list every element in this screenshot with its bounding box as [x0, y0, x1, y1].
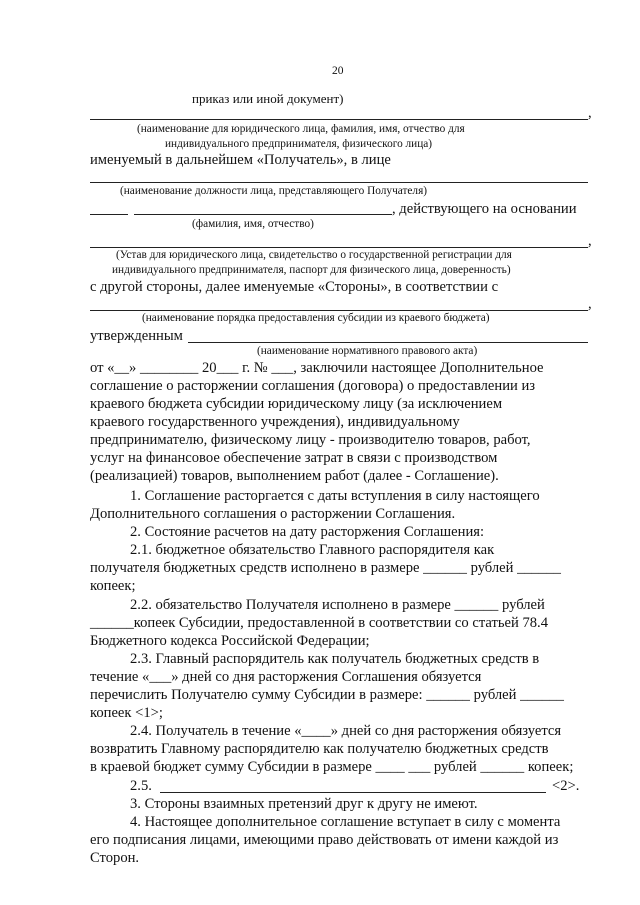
text-line: 2. Состояние расчетов на дату расторжения Соглашения:: [130, 524, 485, 540]
text-line: в краевой бюджет сумму Субсидии в размере ____ ___ рублей ______ копеек;: [90, 759, 574, 775]
text-line: копеек;: [90, 578, 136, 594]
fill-line: [90, 310, 588, 311]
text-line: ,: [588, 296, 592, 312]
text-line: течение «___» дней со дня расторжения Соглашения обязуется: [90, 669, 482, 685]
text-line: 2.2. обязательство Получателя исполнено в размере ______ рублей: [130, 597, 545, 613]
text-line: предпринимателю, физическому лицу - производителю товаров, работ,: [90, 432, 531, 448]
text-line: ______копеек Субсидии, предоставленной в соответствии со статьей 78.4: [90, 615, 548, 631]
page-number: 20: [332, 65, 344, 77]
text-line: Бюджетного кодекса Российской Федерации;: [90, 633, 370, 649]
caption-line: (фамилия, имя, отчество): [192, 218, 314, 230]
text-line: Дополнительного соглашения о расторжении Соглашения.: [90, 506, 456, 522]
text-line: 2.5.: [130, 778, 152, 794]
text-line: 4. Настоящее дополнительное соглашение вступает в силу с момента: [130, 814, 561, 830]
text-line: краевого бюджета субсидии юридическому лицу (за исключением: [90, 396, 503, 412]
text-line: ,: [588, 105, 592, 121]
text-line: <2>.: [552, 778, 580, 794]
text-line: от «__» ________ 20___ г. № ___, заключили настоящее Дополнительное: [90, 360, 544, 376]
text-line: краевого государственного учреждения), индивидуальному: [90, 414, 460, 430]
text-line: утвержденным: [90, 328, 183, 344]
text-line: 2.3. Главный распорядитель как получатель бюджетных средств в: [130, 651, 540, 667]
text-line: 1. Соглашение расторгается с даты вступления в силу настоящего: [130, 488, 540, 504]
text-line: 2.1. бюджетное обязательство Главного распорядителя как: [130, 542, 495, 558]
text-line: приказ или иной документ): [192, 91, 344, 106]
text-line: (реализацией) товаров, выполнением работ (далее - Соглашение).: [90, 468, 499, 484]
text-line: услуг на финансовое обеспечение затрат в связи с производством: [90, 450, 498, 466]
fill-line: [90, 247, 588, 248]
caption-line: индивидуального предпринимателя, физического лица): [165, 138, 433, 150]
text-line: Сторон.: [90, 850, 140, 866]
fill-line: [160, 792, 546, 793]
text-line: 3. Стороны взаимных претензий друг к другу не имеют.: [130, 796, 478, 812]
caption-line: (наименование нормативного правового акта): [257, 345, 478, 357]
text-line: , действующего на основании: [392, 201, 577, 217]
fill-line: [90, 182, 588, 183]
text-line: получателя бюджетных средств исполнено в размере ______ рублей ______: [90, 560, 561, 576]
fill-line: [90, 214, 128, 215]
text-line: его подписания лицами, имеющими право действовать от имени каждой из: [90, 832, 559, 848]
fill-line: [134, 214, 392, 215]
text-line: с другой стороны, далее именуемые «Стороны», в соответствии с: [90, 279, 499, 295]
fill-line: [188, 342, 588, 343]
text-line: 2.4. Получатель в течение «____» дней со дня расторжения обязуется: [130, 723, 562, 739]
text-line: возвратить Главному распорядителю как получателю бюджетных средств: [90, 741, 549, 757]
caption-line: (наименование порядка предоставления субсидии из краевого бюджета): [142, 312, 490, 324]
caption-line: индивидуального предпринимателя, паспорт для физического лица, доверенность): [112, 264, 511, 276]
text-line: копеек <1>;: [90, 705, 163, 721]
text-line: перечислить Получателю сумму Субсидии в размере: ______ рублей ______: [90, 687, 564, 703]
fill-line: [90, 119, 588, 120]
caption-line: (Устав для юридического лица, свидетельство о государственной регистрации для: [116, 249, 512, 261]
text-line: соглашение о расторжении соглашения (договора) о предоставлении из: [90, 378, 536, 394]
text-line: именуемый в дальнейшем «Получатель», в лице: [90, 152, 391, 168]
text-line: ,: [588, 233, 592, 249]
caption-line: (наименование должности лица, представляющего Получателя): [120, 185, 428, 197]
caption-line: (наименование для юридического лица, фамилия, имя, отчество для: [137, 123, 465, 135]
